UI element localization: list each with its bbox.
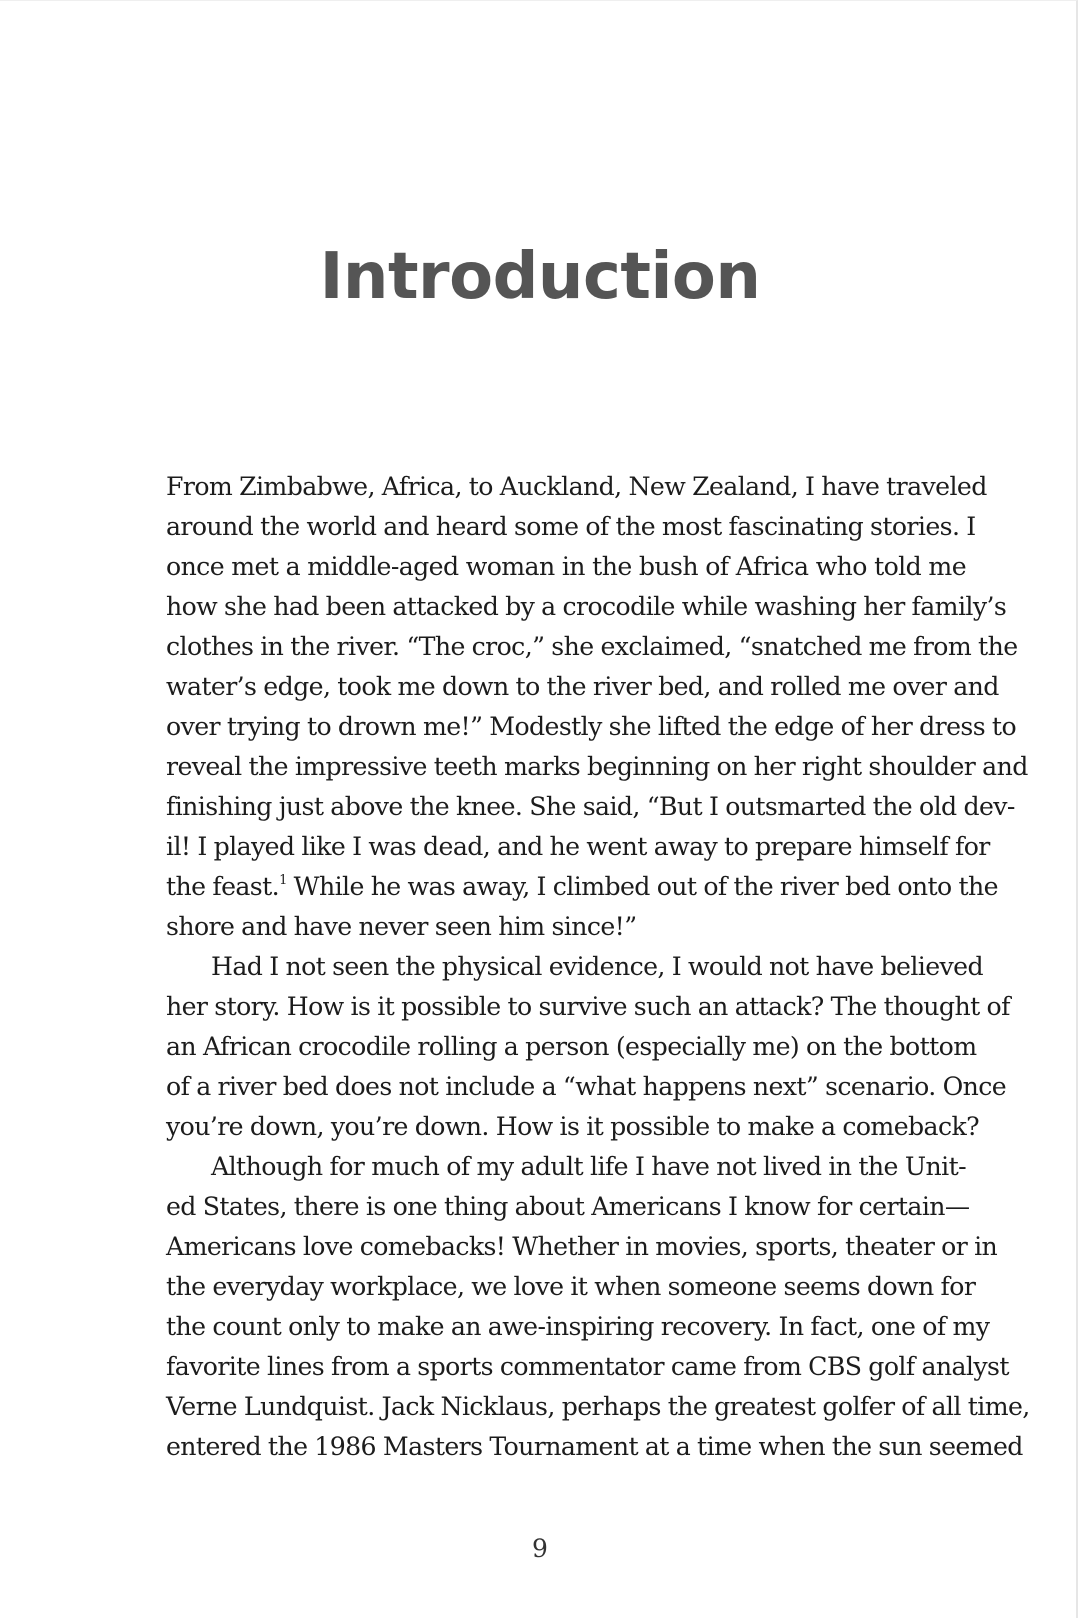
paragraph-3 <box>166 1147 1030 1467</box>
text-line-with-footnote <box>166 867 998 907</box>
text-line: Had I not seen the physical evidence, I would not have believed <box>211 952 983 981</box>
chapter-title: Introduction <box>319 240 761 314</box>
text-line: il! I played like I was dead, and he went away to prepare himself for <box>166 832 990 861</box>
text-line: entered the 1986 Masters Tournament at a time when the sun seemed <box>166 1432 1023 1461</box>
text-line: Although for much of my adult life I have not lived in the Unit- <box>211 1152 966 1181</box>
text-line: shore and have never seen him since!” <box>166 912 637 941</box>
text-line: Verne Lundquist. Jack Nicklaus, perhaps the greatest golfer of all time, <box>166 1392 1030 1421</box>
text-line: how she had been attacked by a crocodile while washing her family’s <box>166 592 1007 621</box>
text-line: around the world and heard some of the most fascinating stories. I <box>166 512 976 541</box>
text-line: her story. How is it possible to survive such an attack? The thought of <box>166 992 1010 1021</box>
text-line: water’s edge, took me down to the river bed, and rolled me over and <box>166 672 999 701</box>
text-line: once met a middle-aged woman in the bush of Africa who told me <box>166 552 966 581</box>
text-line: finishing just above the knee. She said, “But I outsmarted the old dev- <box>166 792 1015 821</box>
text-line: of a river bed does not include a “what happens next” scenario. Once <box>166 1072 1007 1101</box>
text-line: Americans love comebacks! Whether in movies, sports, theater or in <box>166 1232 998 1261</box>
text-line: over trying to drown me!” Modestly she lifted the edge of her dress to <box>166 712 1017 741</box>
footnote-trail-text: While he was away, I climbed out of the river bed onto the <box>293 872 998 901</box>
page-number: 9 <box>532 1534 548 1563</box>
text-line: clothes in the river. “The croc,” she exclaimed, “snatched me from the <box>166 632 1018 661</box>
footnote-marker[interactable]: 1 <box>279 873 287 888</box>
paragraph-1 <box>166 467 1028 947</box>
text-line: the count only to make an awe-inspiring recovery. In fact, one of my <box>166 1312 990 1341</box>
paragraph-2 <box>166 947 1010 1147</box>
text-line: the everyday workplace, we love it when someone seems down for <box>166 1272 976 1301</box>
footnote-lead-text: the feast. <box>166 872 280 901</box>
text-line: ed States, there is one thing about Americans I know for certain— <box>166 1192 970 1221</box>
text-line: favorite lines from a sports commentator came from CBS golf analyst <box>166 1352 1009 1381</box>
body-text <box>166 467 1030 1467</box>
text-line: an African crocodile rolling a person (especially me) on the bottom <box>166 1032 977 1061</box>
text-line: you’re down, you’re down. How is it possible to make a comeback? <box>166 1112 980 1141</box>
text-line: From Zimbabwe, Africa, to Auckland, New Zealand, I have traveled <box>166 472 987 501</box>
text-line: reveal the impressive teeth marks beginning on her right shoulder and <box>166 752 1028 781</box>
